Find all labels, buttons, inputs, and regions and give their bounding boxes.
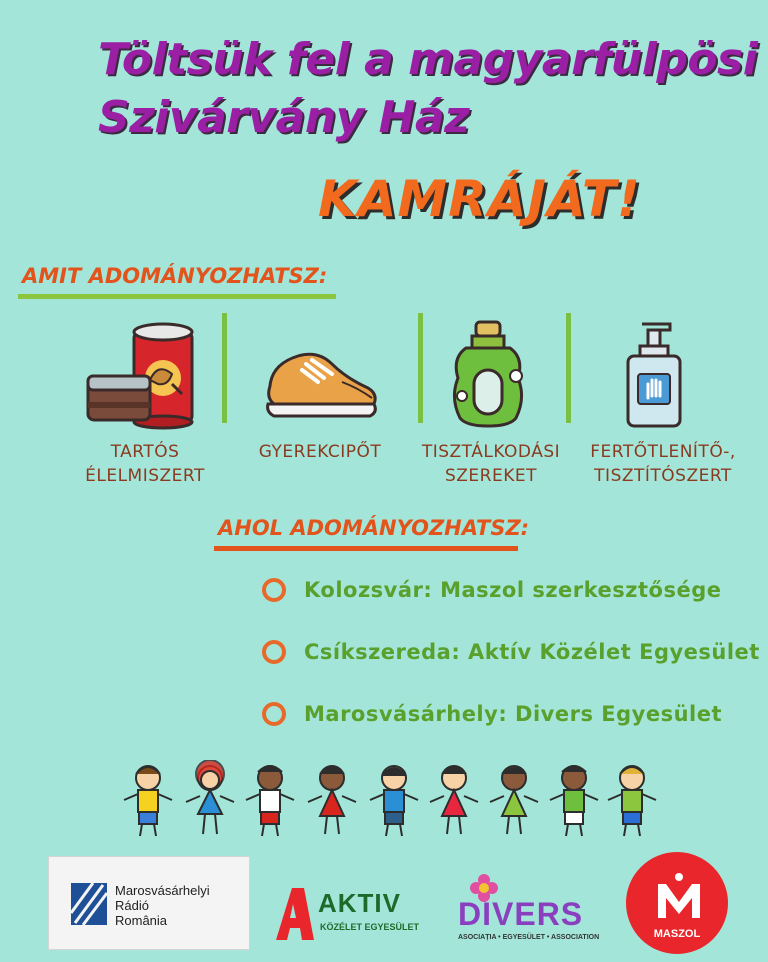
sanitizer-icon [622, 318, 692, 430]
item-label-food-line1: TARTÓS [110, 442, 180, 462]
soap-bottle-icon [448, 318, 528, 430]
divers-subtitle: ASOCIAȚIA • EGYESÜLET • ASSOCIATION [458, 934, 600, 941]
location-item [262, 702, 722, 726]
bullet-circle-icon [262, 578, 286, 602]
radio-name-line1: Marosvásárhelyi [115, 883, 210, 898]
item-label-hygiene-line1: TISZTÁLKODÁSI [421, 442, 561, 462]
shoe-icon [262, 342, 382, 422]
donate-heading-underline [18, 294, 336, 299]
separator-1 [222, 313, 227, 423]
item-label-food-line2: ÉLELMISZERT [85, 466, 205, 486]
where-heading-underline [214, 546, 518, 551]
radio-name-line2: Rádió [115, 898, 149, 913]
radio-logo [48, 856, 250, 950]
location-item [262, 640, 760, 664]
title-line-1: Töltsük fel a magyarfülpösi [98, 34, 758, 85]
where-heading: AHOL ADOMÁNYOZHATSZ: [218, 516, 530, 540]
maszol-m-icon [654, 872, 704, 922]
aktiv-name: AKTIV [318, 888, 401, 918]
aktiv-subtitle: KÖZÉLET EGYESÜLET [320, 922, 420, 932]
title-kamrajat: KAMRÁJÁT! [318, 170, 641, 228]
divers-name: DIVERS [458, 896, 584, 932]
item-label-shoe-line1: GYEREKCIPŐT [258, 442, 382, 462]
bullet-circle-icon [262, 702, 286, 726]
bullet-circle-icon [262, 640, 286, 664]
location-item [262, 578, 722, 602]
item-label-sanitizer [578, 440, 748, 488]
item-label-food [70, 440, 220, 488]
item-label-sanitizer-line1: FERTŐTLENÍTŐ-, [590, 442, 736, 462]
item-label-hygiene [418, 440, 564, 488]
separator-3 [566, 313, 571, 423]
item-label-sanitizer-line2: TISZTÍTÓSZERT [594, 466, 732, 486]
radio-stripes-icon [71, 883, 107, 925]
maszol-name: MASZOL [653, 928, 701, 940]
radio-name-line3: România [115, 913, 168, 928]
divers-logo [456, 874, 612, 946]
maszol-logo [622, 848, 732, 958]
location-text: Kolozsvár: Maszol szerkesztősége [304, 578, 722, 602]
location-text: Csíkszereda: Aktív Közélet Egyesület [304, 640, 760, 664]
separator-2 [418, 313, 423, 423]
donate-heading: AMIT ADOMÁNYOZHATSZ: [22, 264, 328, 288]
location-text: Marosvásárhely: Divers Egyesület [304, 702, 722, 726]
item-label-hygiene-line2: SZEREKET [444, 466, 537, 486]
title-line-2: Szivárvány Ház [98, 92, 470, 143]
item-label-shoe [240, 440, 400, 464]
canned-food-icon [80, 318, 200, 430]
children-illustration [118, 760, 658, 842]
aktiv-a-icon [272, 886, 316, 942]
aktiv-logo [272, 886, 440, 946]
